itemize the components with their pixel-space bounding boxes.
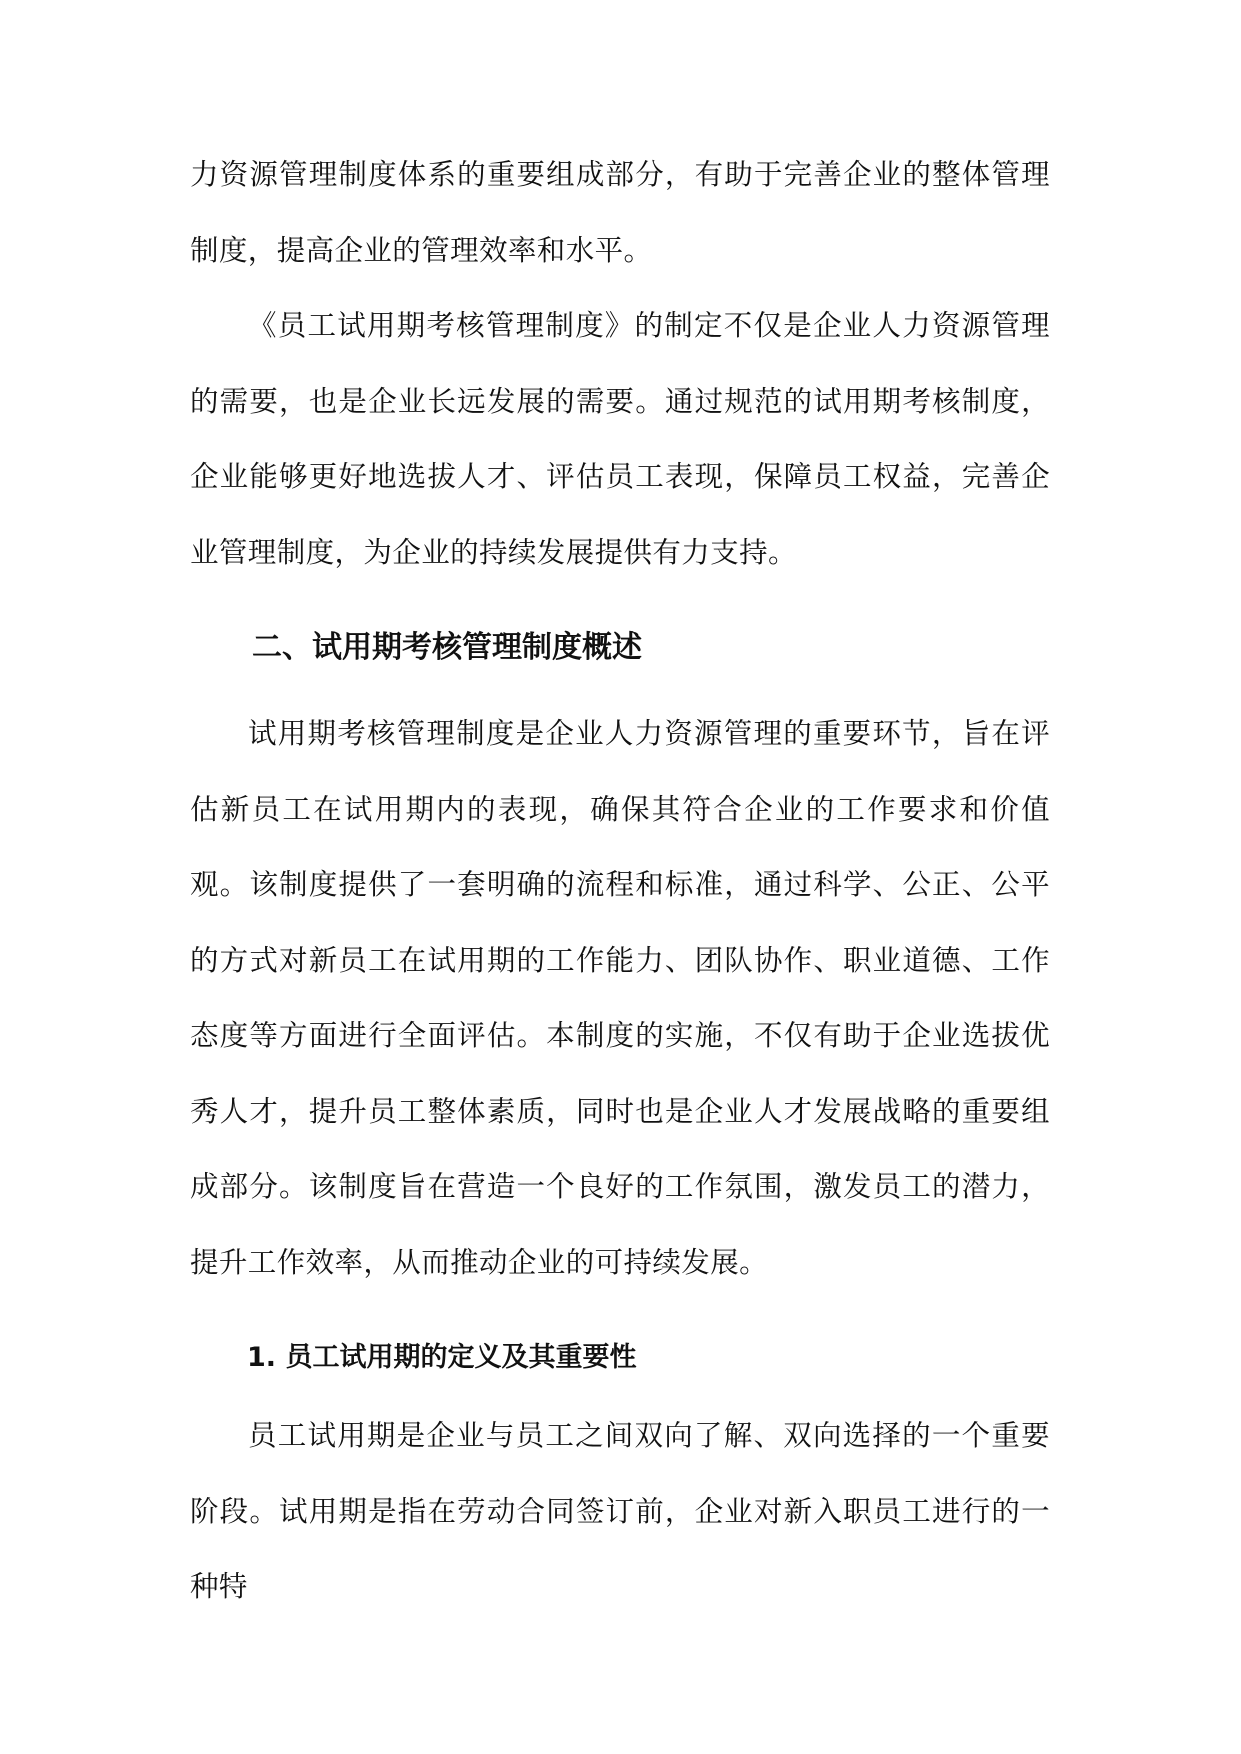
subsection-heading: 1. 员工试用期的定义及其重要性 (247, 1342, 637, 1373)
document-body (190, 137, 1050, 1625)
subsection-heading-wrapper (190, 1340, 1050, 1376)
paragraph-rules-purpose: 《员工试用期考核管理制度》的制定不仅是企业人力资源管理的需要，也是企业长远发展的需要。通过规范的试用期考核制度，企业能够更好地选拔人才、评估员工表现，保障员工权益，完善企业管理制度，为企业的持续发展提供有力支持。 (190, 309, 1050, 569)
paragraph-continued: 力资源管理制度体系的重要组成部分，有助于完善企业的整体管理制度，提高企业的管理效率和水平。 (190, 158, 1050, 267)
section-heading-wrapper (190, 628, 1050, 668)
paragraph-overview: 试用期考核管理制度是企业人力资源管理的重要环节，旨在评估新员工在试用期内的表现，确保其符合企业的工作要求和价值观。该制度提供了一套明确的流程和标准，通过科学、公正、公平的方式对新员工在试用期的工作能力、团队协作、职业道德、工作态度等方面进行全面评估。本制度的实施，不仅有助于企业选拔优秀人才，提升员工整体素质，同时也是企业人才发展战略的重要组成部分。该制度旨在营造一个良好的工作氛围，激发员工的潜力，提升工作效率，从而推动企业的可持续发展。 (190, 717, 1050, 1279)
section-heading: 二、试用期考核管理制度概述 (252, 630, 642, 665)
paragraph-probation-definition: 员工试用期是企业与员工之间双向了解、双向选择的一个重要阶段。试用期是指在劳动合同签订前，企业对新入职员工进行的一种特 (190, 1419, 1050, 1603)
